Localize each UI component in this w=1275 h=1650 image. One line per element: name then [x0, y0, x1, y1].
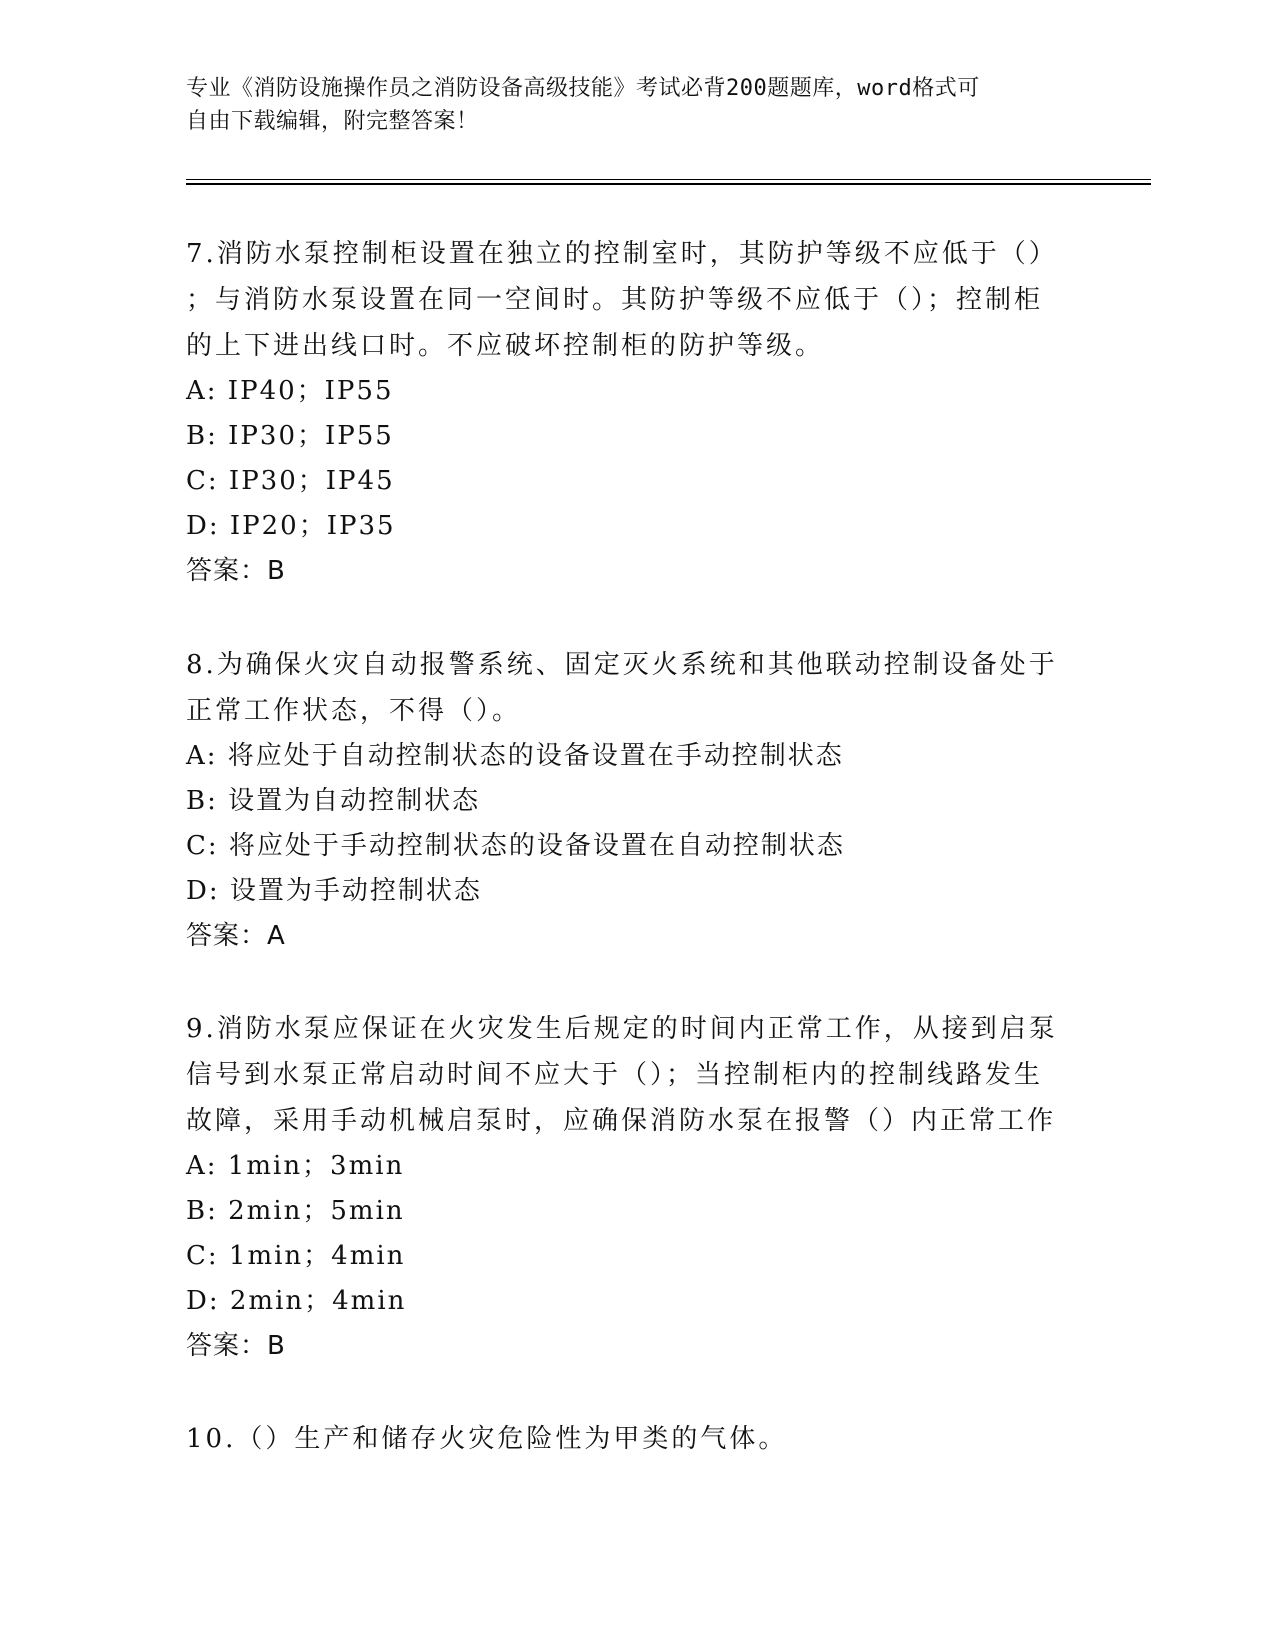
option-d: D: 设置为手动控制状态 [186, 876, 482, 906]
header-rule-bottom [186, 183, 1151, 185]
document-header [186, 72, 1066, 138]
stem-line: 信号到水泵正常启动时间不应大于（）；当控制柜内的控制线路发生 [186, 1060, 1044, 1090]
stem-line: 7.消防水泵控制柜设置在独立的控制室时，其防护等级不应低于（） [186, 239, 1058, 269]
question-8 [186, 642, 1066, 959]
question-9 [186, 1006, 1066, 1369]
stem-line: ；与消防水泵设置在同一空间时。其防护等级不应低于（）；控制柜 [186, 285, 1044, 315]
option-b: B: 2min；5min [186, 1196, 405, 1226]
option-c: C: IP30；IP45 [186, 466, 395, 496]
option-b: B: IP30；IP55 [186, 421, 394, 451]
header-rule-top [186, 179, 1151, 180]
stem-line: 故障，采用手动机械启泵时，应确保消防水泵在报警（）内正常工作 [186, 1106, 1057, 1136]
question-7 [186, 231, 1066, 594]
header-line-2: 自由下载编辑，附完整答案！ [186, 109, 479, 134]
option-a: A: 将应处于自动控制状态的设备设置在手动控制状态 [186, 741, 844, 771]
question-10 [186, 1416, 1066, 1462]
stem-line: 10.（）生产和储存火灾危险性为甲类的气体。 [186, 1424, 788, 1454]
question-stem [186, 642, 1066, 734]
option-d: D: IP20；IP35 [186, 511, 396, 541]
option-d: D: 2min；4min [186, 1286, 407, 1316]
question-stem [186, 1006, 1066, 1144]
option-b: B: 设置为自动控制状态 [186, 786, 481, 816]
answer: 答案：B [186, 1331, 286, 1361]
stem-line: 8.为确保火灾自动报警系统、固定灭火系统和其他联动控制设备处于 [186, 650, 1058, 680]
answer: 答案：B [186, 556, 286, 586]
option-c: C: 将应处于手动控制状态的设备设置在自动控制状态 [186, 831, 845, 861]
stem-line: 9.消防水泵应保证在火灾发生后规定的时间内正常工作，从接到启泵 [186, 1014, 1058, 1044]
option-a: A: 1min；3min [186, 1151, 405, 1181]
header-line-1: 专业《消防设施操作员之消防设备高级技能》考试必背200题题库，word格式可 [186, 76, 980, 101]
question-stem [186, 1416, 1066, 1462]
question-stem [186, 231, 1066, 369]
option-a: A: IP40；IP55 [186, 376, 394, 406]
stem-line: 的上下进出线口时。不应破坏控制柜的防护等级。 [186, 331, 825, 361]
stem-line: 正常工作状态，不得（）。 [186, 696, 522, 726]
option-c: C: 1min；4min [186, 1241, 406, 1271]
answer: 答案：A [186, 921, 286, 951]
